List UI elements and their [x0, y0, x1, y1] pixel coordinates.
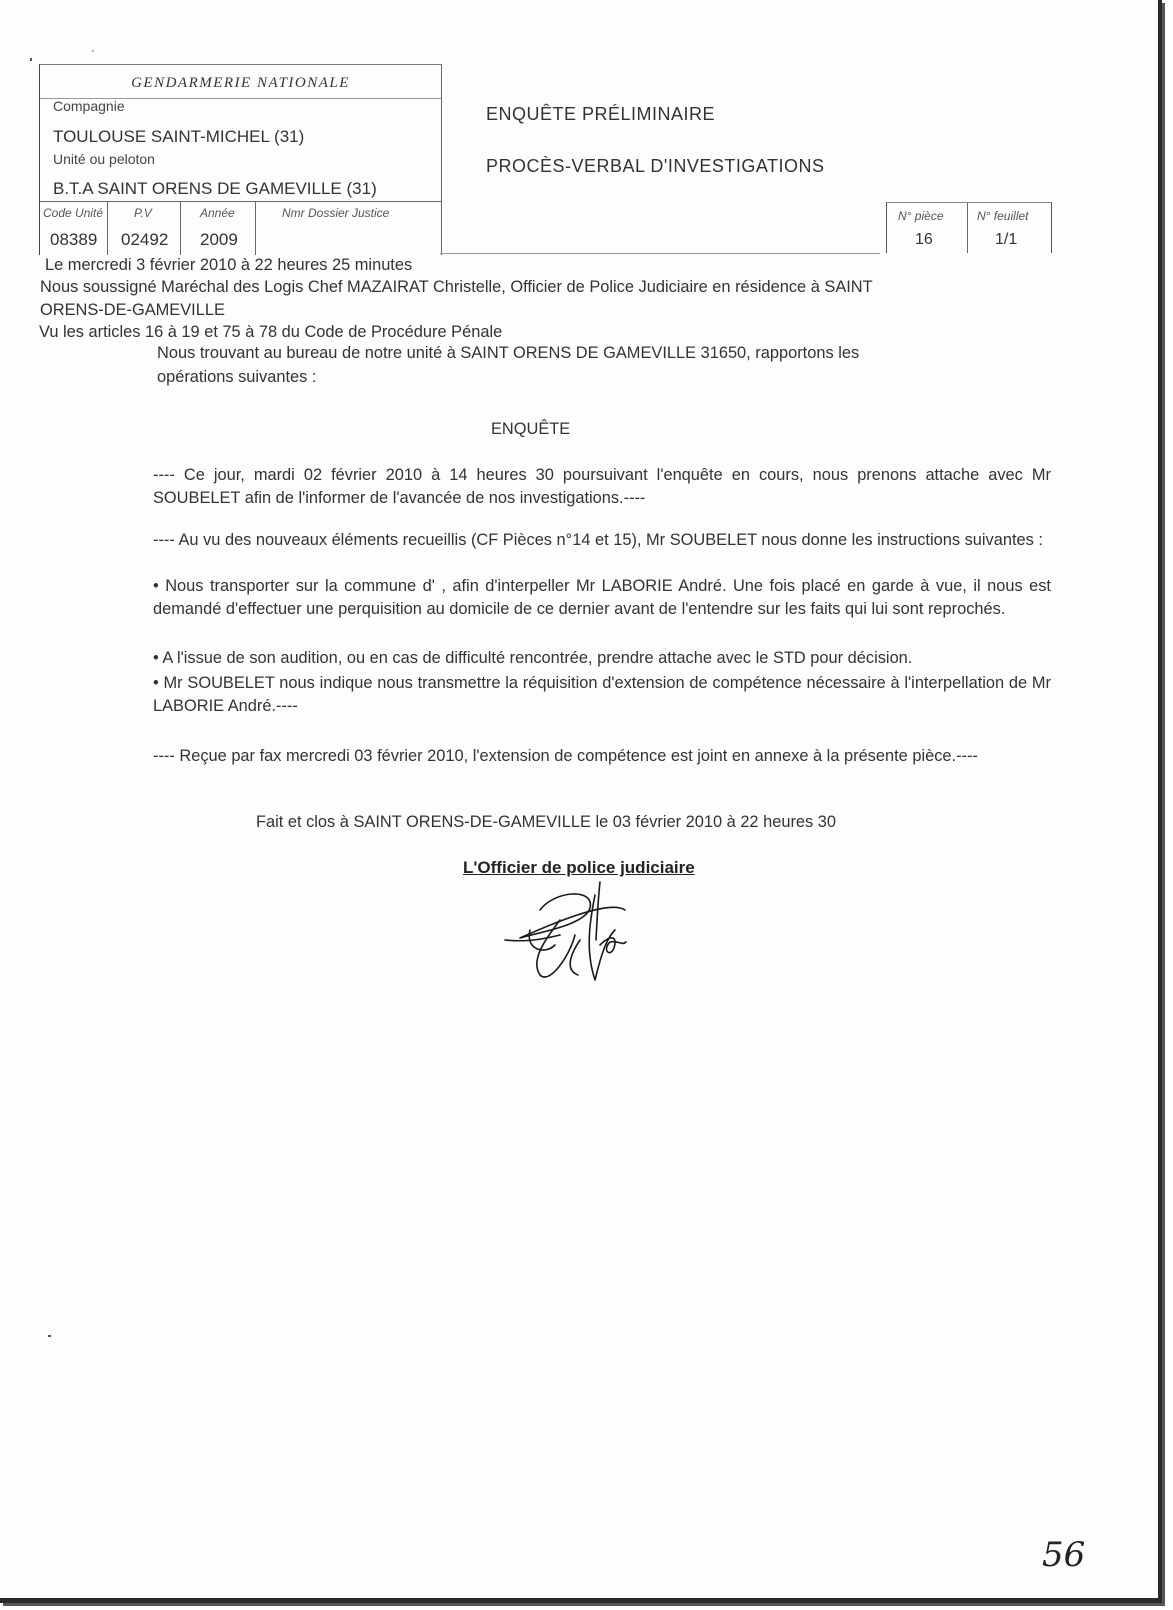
signature-title: L'Officier de police judiciaire: [463, 858, 695, 877]
handwritten-signature: [500, 880, 660, 1000]
scan-speck: [92, 50, 94, 52]
annee-value: 2009: [200, 230, 238, 249]
bullet-2: • A l'issue de son audition, ou en cas de difficulté rencontrée, prendre attache avec le STD pour décision.: [153, 649, 913, 667]
location-line-1: Nous trouvant au bureau de notre unité à SAINT ORENS DE GAMEVILLE 31650, rapportons les: [157, 344, 860, 362]
paragraph-2-intro: ---- Au vu des nouveaux éléments recueillis (CF Pièces n°14 et 15), Mr SOUBELET nous donne les instructions suivantes :: [153, 531, 1043, 549]
bullet-1: • Nous transporter sur la commune d' , afin d'interpeller Mr LABORIE André. Une fois placé en garde à vue, il nous est demandé d'effectuer une perquisition au domicile de ce dernier avant de l'entendre sur les faits qui lui sont reprochés.: [153, 577, 1051, 618]
officer-line-2: ORENS-DE-GAMEVILLE: [40, 301, 225, 319]
page-number: 56: [1042, 1535, 1086, 1575]
piece-box: [886, 202, 1052, 253]
company-value: TOULOUSE SAINT-MICHEL (31): [53, 127, 305, 146]
officer-line-1: Nous soussigné Maréchal des Logis Chef MAZAIRAT Christelle, Officier de Police Judiciaire en résidence à SAINT: [40, 278, 873, 296]
dossier-label: Nmr Dossier Justice: [282, 206, 390, 220]
scan-speck: [30, 58, 32, 61]
paragraph-1: ---- Ce jour, mardi 02 février 2010 à 14 heures 30 poursuivant l'enquête en cours, nous prenons attache avec Mr SOUBELET afin de l'informer de l'avancée de nos investigations.----: [153, 466, 1051, 507]
location-line-2: opérations suivantes :: [157, 368, 317, 386]
annee-label: Année: [200, 206, 235, 220]
feuillet-value: 1/1: [995, 231, 1018, 248]
piece-label: N° pièce: [898, 209, 944, 223]
section-title: ENQUÊTE: [491, 420, 571, 438]
code-unite-value: 08389: [50, 230, 98, 249]
code-unite-label: Code Unité: [43, 206, 104, 220]
unit-header-box: [39, 64, 442, 255]
paragraph-3: ---- Reçue par fax mercredi 03 février 2010, l'extension de compétence est joint en annexe à la présente pièce.----: [153, 747, 978, 765]
date-line: Le mercredi 3 février 2010 à 22 heures 25 minutes: [45, 256, 413, 274]
scan-speck: [48, 1335, 51, 1337]
bullet-3: • Mr SOUBELET nous indique nous transmettre la réquisition d'extension de compétence nécessaire à l'interpellation de Mr LABORIE André.----: [153, 674, 1051, 715]
unit-label: Unité ou peloton: [53, 151, 155, 167]
articles-line: Vu les articles 16 à 19 et 75 à 78 du Code de Procédure Pénale: [39, 323, 503, 341]
organization-name: GENDARMERIE NATIONALE: [131, 75, 350, 91]
piece-value: 16: [915, 231, 933, 248]
document-title: ENQUÊTE PRÉLIMINAIRE: [486, 104, 716, 124]
unit-value: B.T.A SAINT ORENS DE GAMEVILLE (31): [53, 179, 377, 198]
company-label: Compagnie: [53, 98, 125, 114]
pv-value: 02492: [121, 230, 169, 249]
pv-label: P.V: [134, 206, 152, 220]
document-subtitle: PROCÈS-VERBAL D'INVESTIGATIONS: [486, 156, 825, 176]
fait-et-clos: Fait et clos à SAINT ORENS-DE-GAMEVILLE le 03 février 2010 à 22 heures 30: [256, 813, 837, 831]
feuillet-label: N° feuillet: [977, 209, 1029, 223]
